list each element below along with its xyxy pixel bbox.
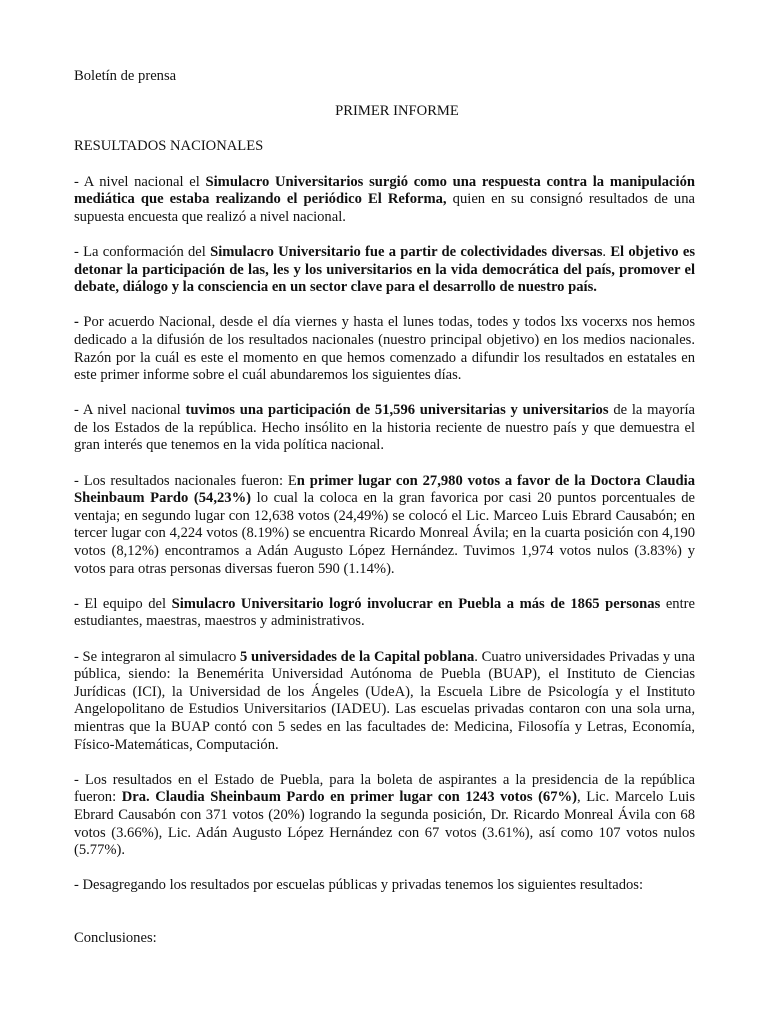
text-run: de la mayoría de los Estados de la república. Hecho insólito en la historia reciente de nuestro país y que demuestra el gran interés que tenemos en la vida política nacional. — [74, 402, 695, 454]
bold-text-run: n primer lugar con 27,980 votos a favor de la Doctora Claudia Sheinbaum Pardo (54,23%) — [74, 472, 695, 507]
text-run: quien en su consignó resultados de una supuesta encuesta que realizó a nivel nacional. — [74, 191, 695, 225]
press-release-label: Boletín de prensa — [74, 68, 177, 84]
text-run: , Lic. Marcelo Luis Ebrard Causabón con 371 votos (20%) logrando la segunda posición, Dr. Ricardo Monreal Ávila con 68 votos (3.66%), Lic. Adán Augusto López Hernández con 67 votos (3.61%), así como 107 votos nulos (5.77%). — [74, 789, 695, 859]
text-run: - Se integraron al simulacro — [74, 648, 241, 665]
text-run: - Desagregando los resultados por escuelas públicas y privadas tenemos los siguientes resultados: — [74, 877, 644, 894]
bold-text-run: Simulacro Universitario fue a partir de colectividades diversas — [210, 243, 603, 260]
paragraph-formation — [74, 244, 695, 297]
bold-text-run: tuvimos una participación de 51,596 universitarias y universitarios — [185, 402, 609, 419]
paragraph-universities — [74, 649, 695, 755]
text-run: - Los resultados nacionales fueron: E — [74, 472, 297, 489]
paragraph-origin — [74, 174, 695, 227]
paragraph-participation — [74, 402, 695, 455]
paragraph-puebla-team — [74, 596, 695, 631]
text-run: . Cuatro universidades Privadas y una pública, siendo: la Benemérita Universidad Autónoma de Puebla (BUAP), el Instituto de Ciencias Jurídicas (ICI), la Universidad de los Ángeles (UdeA), la Escuela Libre de Psicología y el Instituto Angelopolitano de Estudios Universitarios (IADEU). Las escuelas privadas contaron con una sola urna, mientras que la BUAP contó con 5 sedes en las facultades de: Medicina, Filosofía y Letras, Economía, Físico-Matemáticas, Computación. — [74, 648, 695, 753]
text-run: - La conformación del — [74, 243, 211, 260]
text-run: entre estudiantes, maestras, maestros y administrativos. — [74, 595, 695, 630]
bold-text-run: Simulacro Universitarios surgió como una respuesta contra la manipulación mediática que estaba realizando el periódico El Reforma, — [74, 173, 695, 208]
paragraph-puebla-results — [74, 772, 695, 860]
paragraph-national-results — [74, 473, 695, 579]
bold-text-run: Simulacro Universitario logró involucrar en Puebla a más de 1865 personas — [171, 595, 661, 612]
text-run: . — [602, 243, 611, 260]
bold-text-run: 5 universidades de la Capital poblana — [240, 648, 475, 665]
paragraph-disaggregation — [74, 877, 695, 895]
conclusions-heading: Conclusiones: — [74, 930, 157, 947]
text-run: - El equipo del — [74, 595, 172, 612]
paragraph-agreement — [74, 314, 695, 384]
text-run: - Los resultados en el Estado de Puebla, para la boleta de aspirantes a la presidencia de la república fueron: — [74, 771, 695, 806]
text-run: - A nivel nacional el — [74, 173, 206, 190]
bold-text-run: - — [74, 314, 79, 331]
text-run: - A nivel nacional — [74, 402, 186, 419]
text-run: lo cual la coloca en la gran favorica por casi 20 puntos porcentuales de ventaja; en segundo lugar con 12,638 votos (24,49%) se colocó el Lic. Marceo Luis Ebrard Causabón; en tercer lugar con 4,224 votos (8.19%) se encuentra Ricardo Monreal Ávila; en la cuarta posición con 4,190 votos (8,12%) encontramos a Adán Augusto López Hernández. Tuvimos 1,974 votos nulos (3.83%) y votos para otras personas diversas fueron 590 (1.14%). — [74, 490, 695, 577]
section-heading: RESULTADOS NACIONALES — [74, 138, 264, 155]
text-run: Por acuerdo Nacional, desde el día viernes y hasta el lunes todas, todes y todos lxs vocerxs nos hemos dedicado a la difusión de los resultados nacionales (nuestro principal objetivo) en los medios nacionales. Razón por la cuál es este el momento en que hemos comenzado a difundir los resultados en estatales en este primer informe sobre el cuál abundaremos los siguientes días. — [74, 314, 695, 384]
report-title: PRIMER INFORME — [335, 103, 459, 120]
bold-text-run: El objetivo es detonar la participación de las, les y los universitarios en la vida democrática del país, promover el debate, diálogo y la consciencia en un sector clave para el desarrollo de nuestro país. — [74, 243, 695, 296]
document-body — [74, 68, 695, 965]
bold-text-run: Dra. Claudia Sheinbaum Pardo en primer lugar con 1243 votos (67%) — [121, 789, 577, 806]
